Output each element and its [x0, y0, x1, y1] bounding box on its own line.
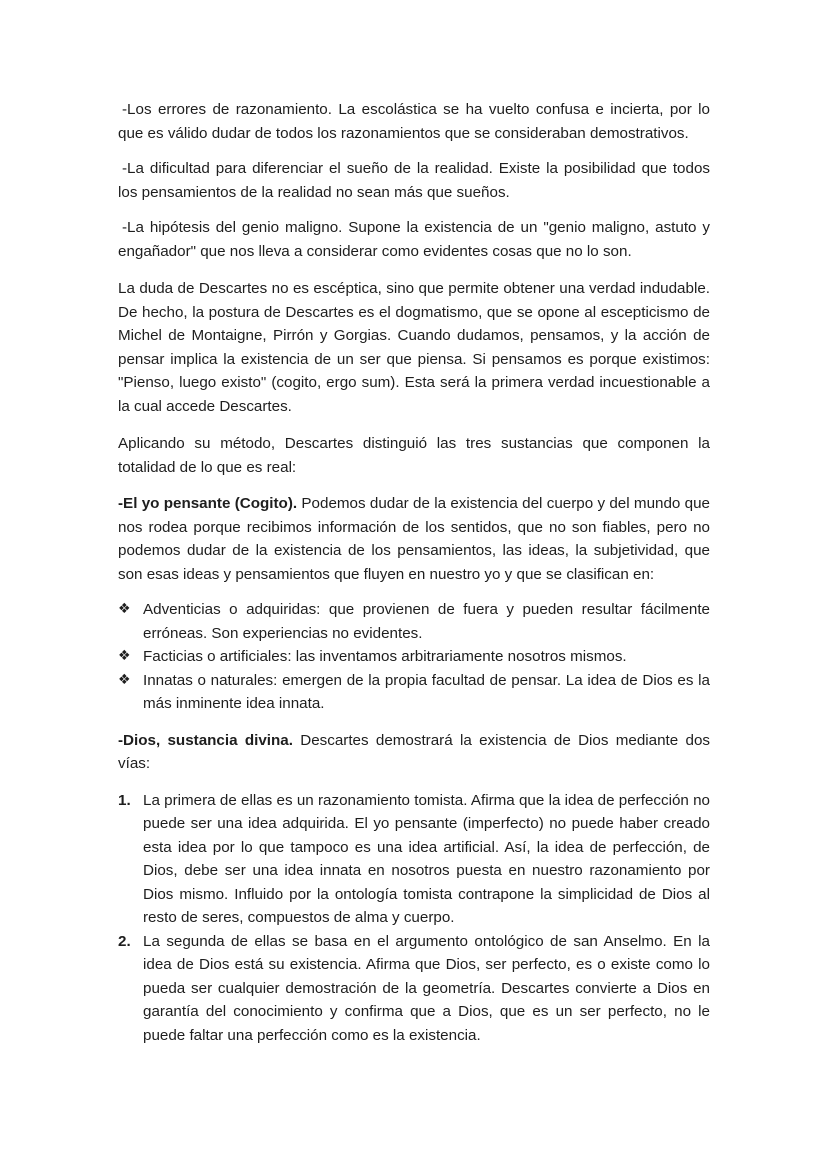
list-item-text: Facticias o artificiales: las inventamos arbitrariamente nosotros mismos. [143, 648, 627, 665]
vias-list [118, 789, 710, 1048]
paragraph-genio-maligno: -La hipótesis del genio maligno. Supone la existencia de un "genio maligno, astuto y engañador" que nos lleva a considerar como evidentes cosas que no lo son. [118, 219, 710, 260]
cogito-heading: -El yo pensante (Cogito). [118, 495, 298, 512]
list-item-text: La primera de ellas es un razonamiento tomista. Afirma que la idea de perfección no puede ser una idea adquirida. El yo pensante (imperfecto) no puede haber creado esta idea por lo que tampoco es una idea artificial. Así, la idea de perfección, de Dios, debe ser una idea innata en nosotros puesta en nuestro razonamiento por Dios mismo. Influido por la ontología tomista contrapone la simplicidad de Dios al resto de seres, compuestos de alma y cuerpo. [143, 791, 710, 926]
paragraph-sueno-realidad: -La dificultad para diferenciar el sueño de la realidad. Existe la posibilidad que todos los pensamientos de la realidad no sean más que sueños. [118, 160, 710, 201]
ideas-list [118, 598, 710, 716]
list-item-text: Adventicias o adquiridas: que provienen de fuera y pueden resultar fácilmente erróneas. Son experiencias no evidentes. [143, 601, 710, 642]
list-item-text: Innatas o naturales: emergen de la propia facultad de pensar. La idea de Dios es la más inminente idea innata. [143, 671, 710, 712]
list-number: 2. [118, 932, 131, 950]
cogito-text: Podemos dudar de la existencia del cuerpo y del mundo que nos rodea porque recibimos información de los sentidos, que no son fiables, pero no podemos dudar de la existencia de los pensamientos, las ideas, la subjetividad, que son esas ideas y pensamientos que fluyen en nuestro yo y que se clasifican en: [118, 495, 710, 583]
diamond-bullet-icon: ❖ [118, 671, 131, 688]
list-item [118, 930, 710, 1048]
dios-text: Descartes demostrará la existencia de Dios mediante dos vías: [118, 731, 710, 772]
list-item [118, 669, 710, 716]
list-item [118, 598, 710, 645]
diamond-bullet-icon: ❖ [118, 648, 131, 664]
paragraph-duda-cartesiana: La duda de Descartes no es escéptica, sino que permite obtener una verdad indudable. De hecho, la postura de Descartes es el dogmatismo, que se opone al escepticismo de Michel de Montaigne, Pirrón y Gorgias. Cuando dudamos, pensamos, y la acción de pensar implica la existencia de un ser que piensa. Si pensamos es porque existimos: "Pienso, luego existo" (cogito, ergo sum). Esta será la primera verdad incuestionable a la cual accede Descartes. [118, 280, 710, 415]
paragraph-cogito [118, 492, 710, 586]
diamond-bullet-icon: ❖ [118, 601, 131, 617]
list-item [118, 789, 710, 930]
list-item [118, 645, 710, 669]
dios-heading: -Dios, sustancia divina. [118, 731, 293, 749]
paragraph-dios [118, 729, 710, 776]
list-item-text: La segunda de ellas se basa en el argumento ontológico de san Anselmo. En la idea de Dios está su existencia. Afirma que Dios, ser perfecto, es o existe como lo pueda ser cualquier demostración de la geometría. Descartes convierte a Dios en garantía del conocimiento y confirma que a Dios, que es un ser perfecto, no le puede faltar una perfección como es la existencia. [143, 932, 710, 1044]
document-page [118, 98, 710, 1047]
list-number: 1. [118, 791, 131, 809]
paragraph-tres-sustancias: Aplicando su método, Descartes distinguió las tres sustancias que componen la totalidad de lo que es real: [118, 435, 710, 476]
paragraph-errores-razonamiento: -Los errores de razonamiento. La escolástica se ha vuelto confusa e incierta, por lo que es válido dudar de todos los razonamientos que se consideraban demostrativos. [118, 101, 710, 142]
